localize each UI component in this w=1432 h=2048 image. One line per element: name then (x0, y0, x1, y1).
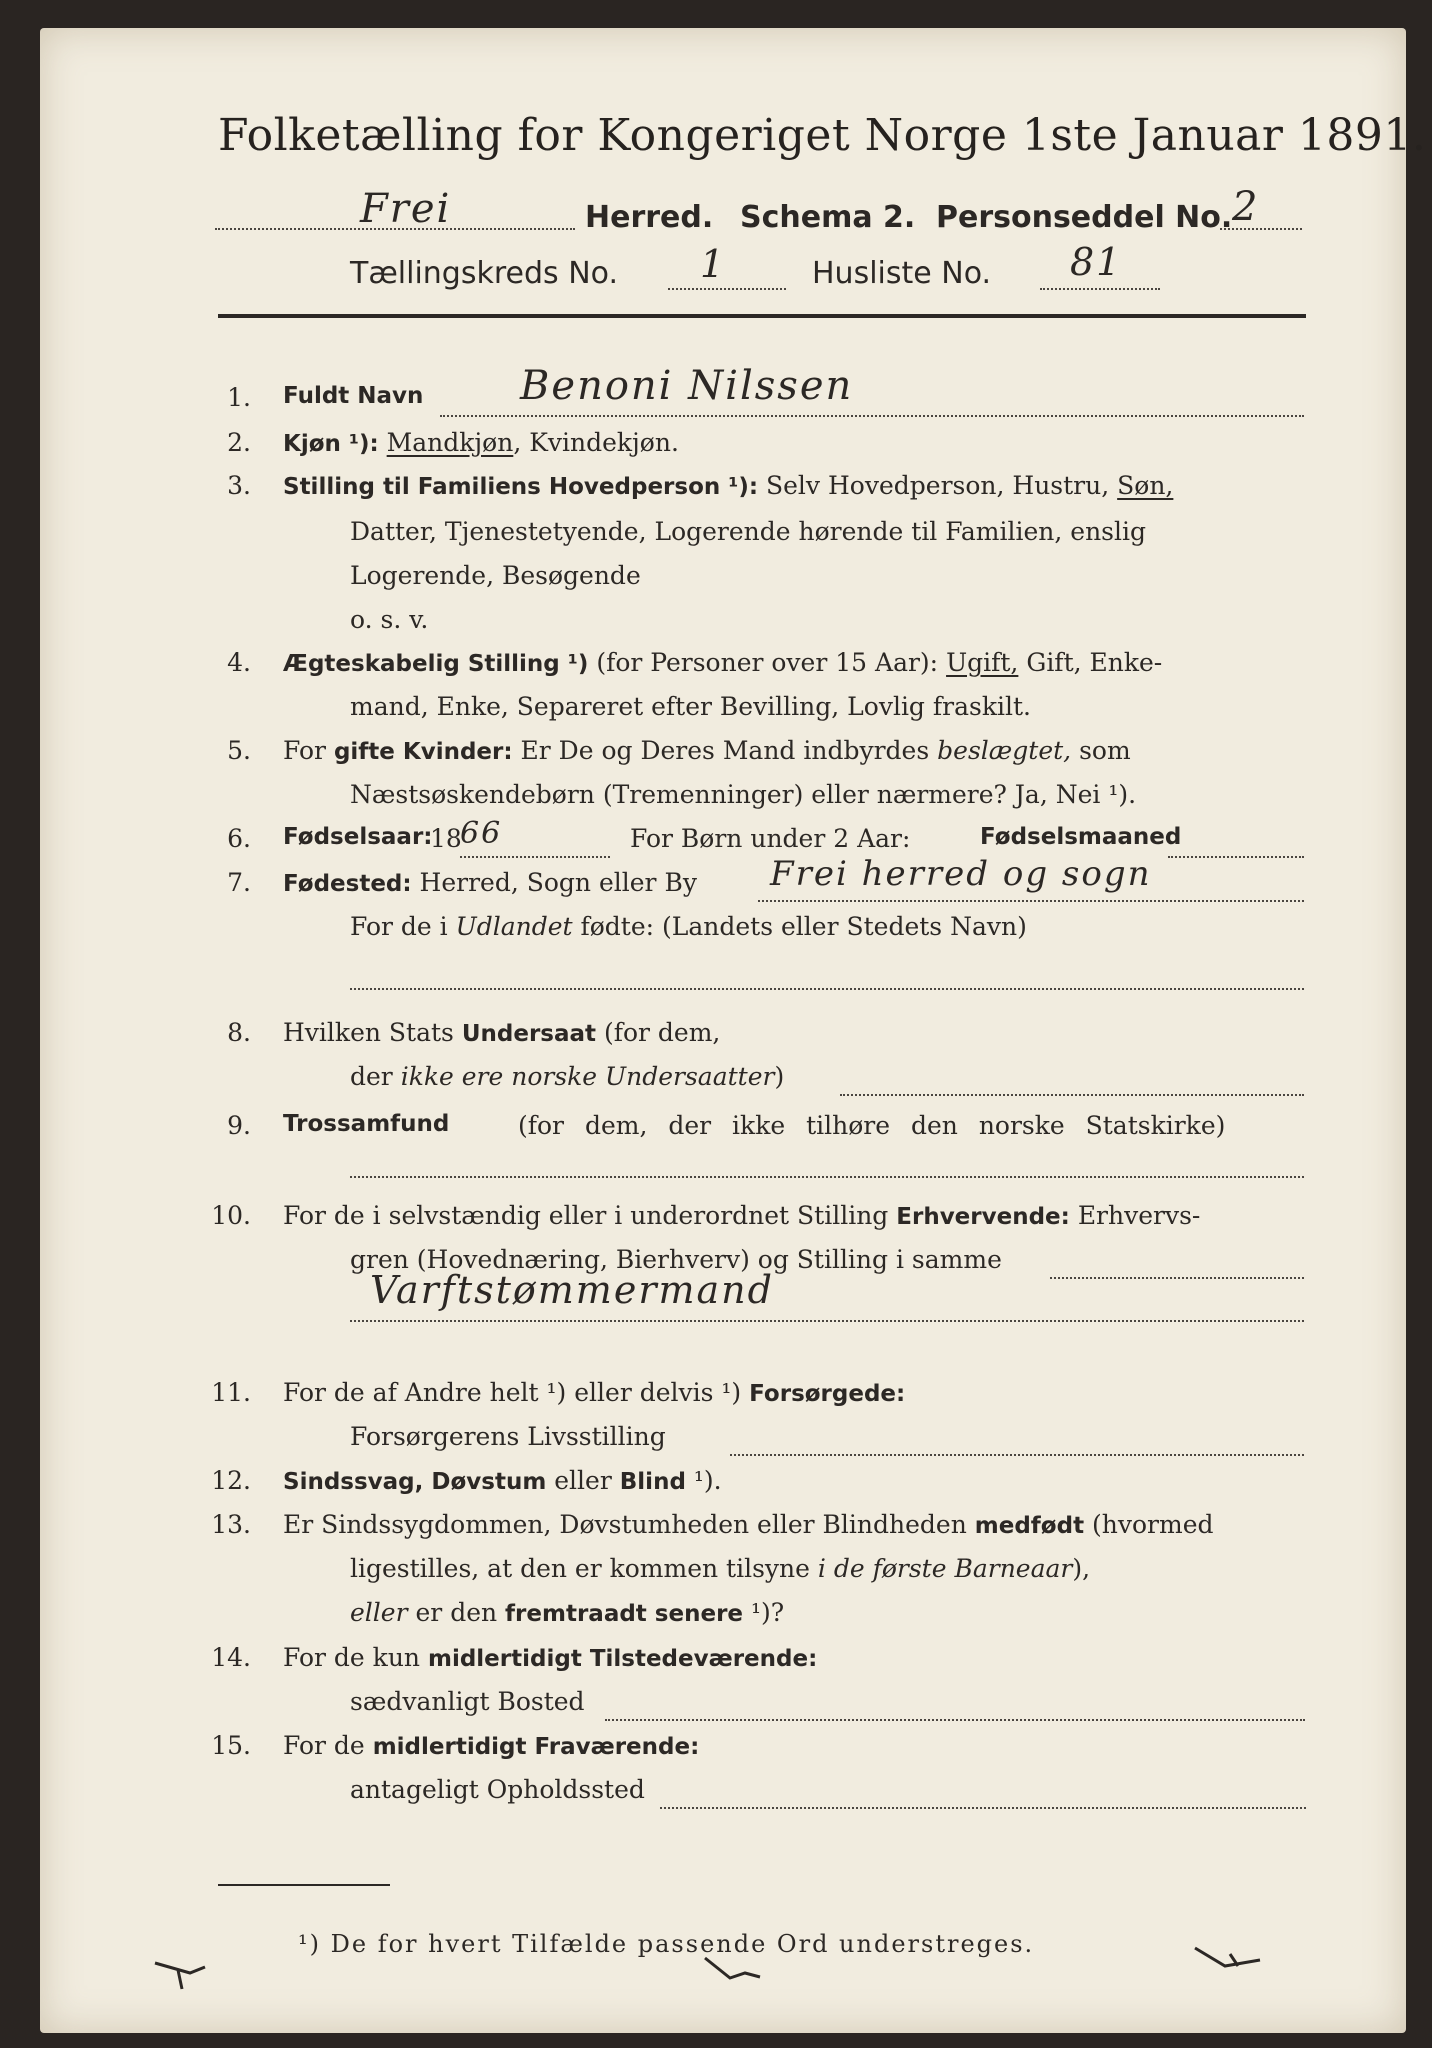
q14-line2: sædvanligt Bosted (350, 1687, 585, 1716)
q15-number: 15. (211, 1731, 251, 1760)
q6-label2: Fødselsmaaned (980, 824, 1182, 850)
q13-line2-italic: i de første Barneaar (817, 1554, 1073, 1583)
question-13 (40, 1510, 1406, 1560)
q3-number: 3. (227, 471, 251, 500)
q9-text: (for dem, der ikke tilhøre den norske Statskirke) (518, 1111, 1226, 1140)
q6-number: 6. (227, 824, 251, 853)
q6-year-line (460, 856, 610, 858)
question-12 (40, 1466, 1406, 1516)
q5-pre: For (283, 736, 326, 765)
q10-number: 10. (211, 1201, 251, 1230)
q6-mid: For Børn under 2 Aar: (630, 824, 911, 853)
q13-line3 (350, 1598, 784, 1627)
q7-label: Fødested: (283, 871, 412, 897)
q7-line (758, 900, 1304, 902)
q2-rest: , Kvindekjøn. (513, 428, 679, 457)
form-title: Folketælling for Kongeriget Norge 1ste Januar 1891. (218, 110, 1427, 161)
q13-line3-tail: ¹)? (750, 1598, 785, 1627)
q5-line1 (283, 736, 1131, 765)
q8-pre: Hvilken Stats (283, 1018, 454, 1047)
q4-rest: Gift, Enke- (1026, 648, 1163, 677)
question-14 (40, 1643, 1406, 1693)
q8-number: 8. (227, 1018, 251, 1047)
q1-label: Fuldt Navn (283, 383, 424, 409)
personseddel-value: 2 (1232, 184, 1260, 230)
q11-label: Forsørgede: (749, 1381, 906, 1407)
q11-number: 11. (211, 1378, 251, 1407)
schema-label: Schema 2. (740, 200, 916, 235)
q10-value: Varftstømmermand (370, 1268, 774, 1312)
q5-text: Er De og Deres Mand indbyrdes (520, 736, 930, 765)
q4-label: Ægteskabelig Stilling ¹) (283, 651, 589, 677)
q4-selected: Ugift, (946, 648, 1019, 677)
q15-line1 (283, 1731, 699, 1760)
q13-line3-label: fremtraadt senere (505, 1601, 744, 1627)
herred-value: Frei (360, 186, 452, 232)
q15-label: midlertidigt Fraværende: (372, 1734, 700, 1760)
q12-line1 (283, 1466, 722, 1495)
question-1 (40, 363, 1406, 433)
q13-line2 (350, 1554, 1090, 1583)
herred-label: Herred. (585, 200, 714, 235)
footnote-rule (218, 1884, 390, 1886)
q2-number: 2. (227, 428, 251, 457)
q10-post: Erhvervs- (1077, 1201, 1201, 1230)
question-6 (40, 816, 1406, 874)
q12-number: 12. (211, 1466, 251, 1495)
q15-line (660, 1807, 1306, 1809)
q8-line2 (350, 1062, 784, 1091)
question-11 (40, 1378, 1406, 1428)
q12-label2: Blind (619, 1469, 686, 1495)
q10-label: Erhvervende: (896, 1204, 1070, 1230)
q1-value: Benoni Nilssen (520, 363, 854, 409)
q6-value: 66 (460, 816, 503, 851)
q14-pre: For de kun (283, 1643, 421, 1672)
q8-line2-pre: der (350, 1062, 393, 1091)
q6-month-line (1168, 856, 1304, 858)
q10-line2: gren (Hovednæring, Bierhverv) og Stilling i samme (350, 1245, 1002, 1274)
question-5 (40, 736, 1406, 786)
q7-abroad-line (350, 988, 1304, 990)
q12-label: Sindssvag, Døvstum (283, 1469, 547, 1495)
q14-number: 14. (211, 1643, 251, 1672)
q8-line (840, 1094, 1304, 1096)
q8-label: Undersaat (461, 1021, 597, 1047)
fold-mark-right-icon (1190, 1938, 1270, 1978)
q10-line1 (283, 1201, 1200, 1230)
q13-number: 13. (211, 1510, 251, 1539)
q5-number: 5. (227, 736, 251, 765)
question-8 (40, 1018, 1406, 1068)
question-10 (40, 1201, 1406, 1251)
q14-line1 (283, 1643, 817, 1672)
husliste-line (1040, 288, 1160, 290)
q7-line2-post: fødte: (Landets eller Stedets Navn) (580, 912, 1027, 941)
q1-line (440, 415, 1304, 417)
q3-line3: Logerende, Besøgende (350, 561, 641, 590)
q8-line2-post: ) (774, 1062, 785, 1091)
question-4 (40, 648, 1406, 698)
q10-pre: For de i selvstændig eller i underordnet Stilling (283, 1201, 889, 1230)
q4-line2: mand, Enke, Separeret efter Bevilling, Lovlig fraskilt. (350, 692, 1031, 721)
q5-tail: som (1079, 736, 1131, 765)
q3-label: Stilling til Familiens Hovedperson ¹): (283, 474, 759, 500)
q9-line (350, 1176, 1304, 1178)
q14-label: midlertidigt Tilstedeværende: (427, 1646, 818, 1672)
q7-number: 7. (227, 868, 251, 897)
q4-line1 (283, 648, 1162, 677)
q9-label: Trossamfund (283, 1111, 450, 1137)
q4-number: 4. (227, 648, 251, 677)
q11-text: For de af Andre helt ¹) eller delvis ¹) (283, 1378, 742, 1407)
q4-pre: (for Personer over 15 Aar): (596, 648, 939, 677)
q13-text: Er Sindssygdommen, Døvstumheden eller Blindheden (283, 1510, 967, 1539)
kreds-label: Tællingskreds No. (350, 256, 618, 291)
q2-text (283, 428, 679, 457)
q7-line2 (350, 912, 1027, 941)
q3-line4: o. s. v. (350, 605, 429, 634)
question-15 (40, 1731, 1406, 1781)
kreds-value: 1 (700, 242, 727, 286)
question-3 (40, 471, 1406, 521)
q7-value: Frei herred og sogn (770, 854, 1152, 894)
header-rule (218, 314, 1306, 318)
q14-line (605, 1719, 1305, 1721)
q3-line2: Datter, Tjenestetyende, Logerende hørende til Familien, enslig (350, 517, 1147, 546)
q1-number: 1. (227, 383, 251, 412)
q12-mid: eller (554, 1466, 612, 1495)
q2-selected: Mandkjøn (386, 428, 514, 457)
q7-line1 (283, 868, 697, 897)
q15-pre: For de (283, 1731, 365, 1760)
fold-mark-center-icon (700, 1953, 770, 1993)
q7-line2-pre: For de i (350, 912, 448, 941)
q13-line2-pre: ligestilles, at den er kommen tilsyne (350, 1554, 810, 1583)
husliste-label: Husliste No. (812, 256, 992, 291)
question-7 (40, 854, 1406, 918)
q2-label: Kjøn ¹): (283, 431, 379, 457)
footnote: ¹) De for hvert Tilfælde passende Ord understreges. (298, 1930, 1035, 1958)
q13-line3-pre: er den (415, 1598, 498, 1627)
q6-label: Fødselsaar: (283, 824, 433, 850)
q7-line2-italic: Udlandet (455, 912, 573, 941)
q11-line2: Forsørgerens Livsstilling (350, 1422, 666, 1451)
q13-line1 (283, 1510, 1214, 1539)
q3-line1 (283, 471, 1173, 500)
q15-line2: antageligt Opholdssted (350, 1775, 645, 1804)
q13-label: medfødt (974, 1513, 1085, 1539)
question-9 (40, 1111, 1406, 1161)
q8-line2-italic: ikke ere norske Undersaatter (400, 1062, 775, 1091)
husliste-value: 81 (1070, 240, 1123, 284)
fold-mark-left-icon (150, 1953, 210, 1993)
kreds-line (668, 288, 786, 290)
census-form (40, 28, 1427, 2033)
personseddel-label: Personseddel No. (936, 200, 1233, 235)
q13-line3-italic: eller (350, 1598, 408, 1627)
q5-label: gifte Kvinder: (333, 739, 513, 765)
q11-line1 (283, 1378, 905, 1407)
q7-text: Herred, Sogn eller By (419, 868, 697, 897)
q5-italic: beslægtet, (937, 736, 1072, 765)
q12-tail: ¹). (693, 1466, 722, 1495)
q13-line2-post: ), (1072, 1554, 1091, 1583)
q8-post: (for dem, (603, 1018, 721, 1047)
q6-prefix: 18 (430, 824, 462, 853)
q13-tail: (hvormed (1092, 1510, 1214, 1539)
q10-line2-dots (1050, 1277, 1304, 1279)
q5-line2: Næstsøskendebørn (Tremenninger) eller nærmere? Ja, Nei ¹). (350, 780, 1137, 809)
q9-number: 9. (227, 1111, 251, 1140)
q11-line (730, 1454, 1304, 1456)
q8-line1 (283, 1018, 720, 1047)
q10-line3 (350, 1320, 1304, 1322)
q3-selected: Søn, (1117, 471, 1174, 500)
q3-options: Selv Hovedperson, Hustru, (766, 471, 1110, 500)
